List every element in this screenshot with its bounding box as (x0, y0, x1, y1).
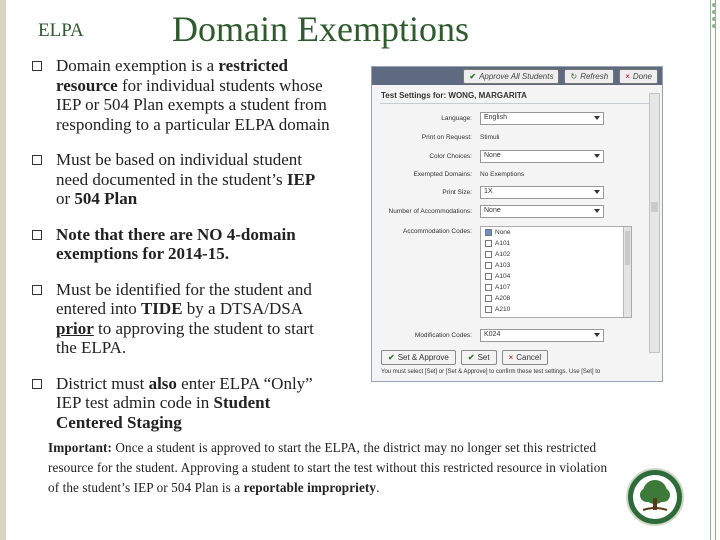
accommodation-code: A104 (495, 273, 511, 280)
right-decorative-dots (710, 0, 718, 40)
checkbox[interactable] (485, 251, 492, 258)
setting-select[interactable] (480, 205, 604, 218)
setting-row (372, 112, 654, 125)
chevron-down-icon (594, 333, 600, 337)
setting-value: Stimuli (480, 134, 500, 141)
accommodation-code: A102 (495, 251, 511, 258)
checkbox[interactable] (485, 273, 492, 280)
checkbox[interactable] (485, 295, 492, 302)
setting-label: Color Choices: (429, 153, 472, 160)
accommodation-code: A107 (495, 284, 511, 291)
set-and-approve-button[interactable] (381, 350, 456, 365)
dialog-toolbar (372, 67, 662, 85)
dialog-scroll-thumb[interactable] (651, 202, 658, 212)
setting-value: English (484, 114, 507, 121)
bullet-list (32, 56, 332, 448)
accommodation-code: A208 (495, 295, 511, 302)
bullet-text: enter ELPA “Only” IEP test admin code in (56, 373, 313, 412)
setting-select[interactable] (480, 186, 604, 199)
tree-seal-logo (626, 468, 684, 526)
bullet-item (32, 374, 332, 433)
bullet-item (32, 280, 332, 358)
test-settings-dialog (371, 66, 663, 382)
setting-label: Language: (441, 115, 472, 122)
slide-title: Domain Exemptions (172, 9, 469, 49)
accommodation-codes-label: Accommodation Codes: (402, 228, 472, 235)
checkbox[interactable] (485, 306, 492, 313)
bullet-text: Domain exemption is a (56, 56, 219, 75)
set-label: Set (477, 353, 490, 362)
checkbox-bullet-icon (32, 230, 42, 240)
accommodation-option[interactable] (481, 304, 631, 315)
setting-value: None (484, 207, 501, 214)
accommodation-code: A210 (495, 306, 511, 313)
checkbox[interactable] (485, 262, 492, 269)
check-icon: ✔ (469, 71, 477, 81)
setting-value: No Exemptions (480, 171, 525, 178)
bullet-text: TIDE (140, 299, 183, 318)
cancel-label: Cancel (516, 353, 542, 362)
note-end: . (376, 480, 380, 495)
slide-tag: ELPA (38, 20, 84, 41)
modification-codes-select[interactable] (480, 329, 604, 342)
setting-select[interactable] (480, 150, 604, 163)
checkbox-bullet-icon (32, 379, 42, 389)
setting-row (372, 131, 654, 144)
bullet-text: Must be identified for the student and entered into (56, 279, 312, 318)
setting-label: Number of Accommodations: (388, 208, 472, 215)
setting-row (372, 150, 654, 163)
setting-row (372, 205, 654, 218)
bullet-text: by a DTSA/DSA (182, 299, 303, 318)
setting-label: Print Size: (442, 189, 472, 196)
bullet-text: prior (56, 318, 94, 338)
note-emphasis: reportable impropriety (243, 480, 377, 495)
chevron-down-icon (594, 209, 600, 213)
check-icon: ✔ (388, 353, 395, 362)
dialog-scrollbar[interactable] (649, 93, 660, 353)
checkbox-bullet-icon (32, 61, 42, 71)
done-button[interactable] (619, 69, 658, 84)
dialog-title-divider (380, 103, 654, 104)
accommodation-option[interactable] (481, 249, 631, 260)
bullet-text: or (56, 189, 75, 208)
bullet-item (32, 56, 332, 134)
setting-select[interactable] (480, 112, 604, 125)
dialog-title: Test Settings for: WONG, MARGARITA (381, 91, 527, 100)
list-scroll-thumb[interactable] (625, 231, 630, 265)
refresh-label: Refresh (580, 71, 609, 81)
bullet-text: Note that there are NO 4-domain exemptions for 2014-15. (56, 224, 296, 263)
bullet-text: Must be based on individual student need documented in the student’s (56, 150, 303, 189)
approve-all-students-button[interactable] (463, 69, 559, 84)
setting-value: 1X (484, 188, 493, 195)
checkbox-bullet-icon (32, 285, 42, 295)
bullet-text: IEP (286, 169, 316, 189)
refresh-button[interactable] (564, 69, 614, 84)
accommodation-option[interactable] (481, 238, 631, 249)
setting-value: None (484, 152, 501, 159)
refresh-icon: ↻ (570, 71, 578, 81)
accommodation-code: None (495, 229, 511, 236)
set-and-approve-label: Set & Approve (397, 353, 449, 362)
setting-label: Exempted Domains: (413, 171, 472, 178)
accommodation-option[interactable] (481, 271, 631, 282)
accommodation-code: A101 (495, 240, 511, 247)
bullet-text: Student Centered Staging (56, 393, 271, 432)
note-label: Important: (48, 440, 113, 455)
cancel-button[interactable] (502, 350, 549, 365)
chevron-down-icon (594, 154, 600, 158)
close-icon: × (508, 353, 514, 362)
checkbox-bullet-icon (32, 155, 42, 165)
left-decorative-bar (0, 0, 6, 540)
accommodation-option[interactable] (481, 282, 631, 293)
bullet-text: restricted resource (56, 56, 288, 95)
dialog-footer-message: You must select [Set] or [Set & Approve] to confirm these test settings. Use [Set] to (381, 369, 601, 375)
modification-codes-label: Modification Codes: (414, 332, 472, 339)
bullet-text: 504 Plan (74, 189, 138, 208)
dialog-button-row (381, 350, 548, 365)
accommodation-codes-list[interactable] (480, 226, 632, 318)
accommodation-option[interactable] (481, 293, 631, 304)
right-decorative-rule (710, 0, 716, 540)
modification-codes-value: K024 (484, 331, 501, 338)
accommodation-code: A103 (495, 262, 511, 269)
accommodation-option[interactable] (481, 227, 631, 238)
bullet-text: to approving the student to start the ELPA. (56, 318, 314, 357)
setting-row (372, 168, 654, 181)
note-body: Once a student is approved to start the ELPA, the district may no longer set this restricted resource for the student. Approving a student to start the test without this restricted resource in violation of the student’s IEP or 504 Plan is a (48, 440, 608, 495)
bullet-text: for individual students whose IEP or 504 Plan exempts a student from responding to a particular ELPA domain (56, 75, 330, 134)
done-label: Done (632, 71, 652, 81)
setting-label: Print on Request: (421, 134, 472, 141)
checkbox[interactable] (485, 284, 492, 291)
chevron-down-icon (594, 190, 600, 194)
bullet-text: also (148, 373, 177, 393)
accommodation-option[interactable] (481, 260, 631, 271)
approve-all-label: Approve All Students (479, 71, 554, 81)
check-icon: ✔ (467, 353, 475, 362)
list-scrollbar[interactable] (623, 227, 631, 317)
close-icon: × (625, 71, 630, 81)
checkbox[interactable] (485, 240, 492, 247)
bullet-item (32, 150, 332, 209)
bullet-item (32, 225, 332, 264)
important-note (48, 438, 608, 498)
set-button[interactable] (461, 350, 497, 365)
bullet-text: District must (56, 373, 149, 393)
setting-row (372, 186, 654, 199)
chevron-down-icon (594, 116, 600, 120)
checkbox[interactable] (485, 229, 492, 236)
modification-codes-row (372, 329, 654, 342)
